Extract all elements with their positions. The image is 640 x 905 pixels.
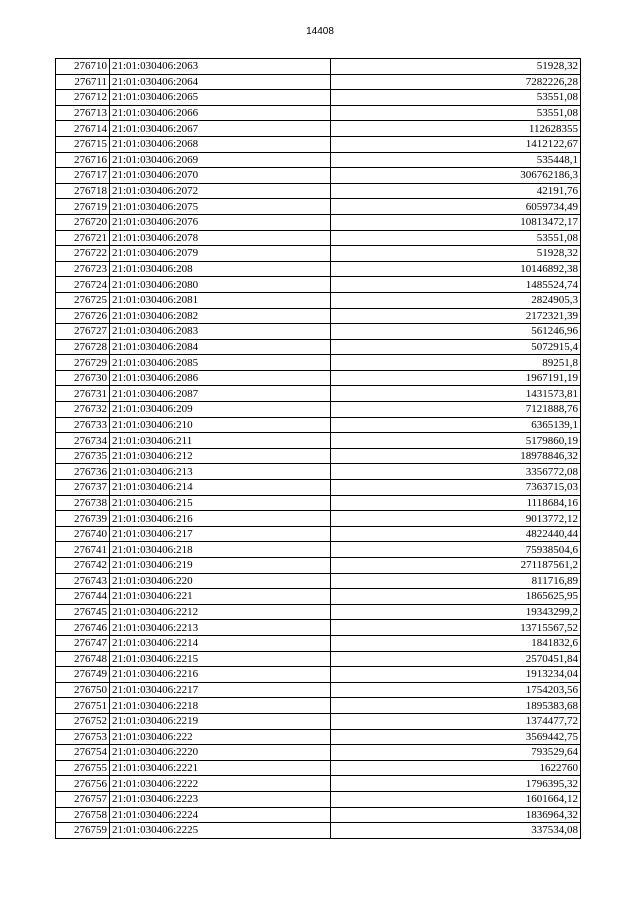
table-row <box>56 324 581 340</box>
row-number-cell: 276734 <box>56 433 110 449</box>
cadastral-number-cell: 21:01:030406:2066 <box>110 105 331 121</box>
row-number-cell: 276749 <box>56 667 110 683</box>
row-number-cell: 276738 <box>56 495 110 511</box>
table-row <box>56 745 581 761</box>
table-row <box>56 526 581 542</box>
table-row <box>56 261 581 277</box>
cadastral-value-cell: 535448,1 <box>331 152 581 168</box>
table-row <box>56 729 581 745</box>
cadastral-number-cell: 21:01:030406:2079 <box>110 246 331 262</box>
cadastral-number-cell: 21:01:030406:2215 <box>110 651 331 667</box>
row-number-cell: 276741 <box>56 542 110 558</box>
table-row <box>56 199 581 215</box>
row-number-cell: 276728 <box>56 339 110 355</box>
cadastral-number-cell: 21:01:030406:2084 <box>110 339 331 355</box>
table-row <box>56 495 581 511</box>
cadastral-number-cell: 21:01:030406:2082 <box>110 308 331 324</box>
row-number-cell: 276753 <box>56 729 110 745</box>
cadastral-value-cell: 51928,32 <box>331 246 581 262</box>
row-number-cell: 276747 <box>56 635 110 651</box>
cadastral-value-cell: 112628355 <box>331 121 581 137</box>
cadastral-value-cell: 13715567,52 <box>331 620 581 636</box>
cadastral-number-cell: 21:01:030406:2067 <box>110 121 331 137</box>
cadastral-value-cell: 1601664,12 <box>331 791 581 807</box>
table-row <box>56 339 581 355</box>
table-row <box>56 277 581 293</box>
cadastral-number-cell: 21:01:030406:2070 <box>110 168 331 184</box>
row-number-cell: 276740 <box>56 526 110 542</box>
row-number-cell: 276721 <box>56 230 110 246</box>
row-number-cell: 276731 <box>56 386 110 402</box>
table-row <box>56 698 581 714</box>
table-row <box>56 620 581 636</box>
row-number-cell: 276736 <box>56 464 110 480</box>
row-number-cell: 276750 <box>56 682 110 698</box>
cadastral-value-cell: 1796395,32 <box>331 776 581 792</box>
cadastral-value-cell: 306762186,3 <box>331 168 581 184</box>
table-row <box>56 74 581 90</box>
table-row <box>56 448 581 464</box>
cadastral-value-cell: 1913234,04 <box>331 667 581 683</box>
cadastral-number-cell: 21:01:030406:211 <box>110 433 331 449</box>
cadastral-value-cell: 2824905,3 <box>331 292 581 308</box>
row-number-cell: 276755 <box>56 760 110 776</box>
row-number-cell: 276737 <box>56 480 110 496</box>
cadastral-value-cell: 53551,08 <box>331 90 581 106</box>
cadastral-number-cell: 21:01:030406:210 <box>110 417 331 433</box>
row-number-cell: 276729 <box>56 355 110 371</box>
cadastral-number-cell: 21:01:030406:2068 <box>110 136 331 152</box>
cadastral-number-cell: 21:01:030406:2218 <box>110 698 331 714</box>
cadastral-number-cell: 21:01:030406:2219 <box>110 713 331 729</box>
table-row <box>56 417 581 433</box>
row-number-cell: 276725 <box>56 292 110 308</box>
cadastral-value-cell: 9013772,12 <box>331 511 581 527</box>
cadastral-number-cell: 21:01:030406:2078 <box>110 230 331 246</box>
cadastral-value-cell: 1412122,67 <box>331 136 581 152</box>
table-body <box>56 59 581 839</box>
cadastral-number-cell: 21:01:030406:2063 <box>110 59 331 75</box>
row-number-cell: 276712 <box>56 90 110 106</box>
table-row <box>56 90 581 106</box>
cadastral-value-cell: 271187561,2 <box>331 558 581 574</box>
cadastral-number-cell: 21:01:030406:2222 <box>110 776 331 792</box>
row-number-cell: 276716 <box>56 152 110 168</box>
table-row <box>56 667 581 683</box>
row-number-cell: 276758 <box>56 807 110 823</box>
cadastral-value-cell: 10146892,38 <box>331 261 581 277</box>
cadastral-number-cell: 21:01:030406:2224 <box>110 807 331 823</box>
row-number-cell: 276715 <box>56 136 110 152</box>
table-row <box>56 558 581 574</box>
cadastral-number-cell: 21:01:030406:2076 <box>110 214 331 230</box>
row-number-cell: 276719 <box>56 199 110 215</box>
table-row <box>56 511 581 527</box>
cadastral-value-cell: 1967191,19 <box>331 370 581 386</box>
cadastral-value-cell: 1118684,16 <box>331 495 581 511</box>
table-row <box>56 589 581 605</box>
table-row <box>56 807 581 823</box>
cadastral-number-cell: 21:01:030406:217 <box>110 526 331 542</box>
cadastral-number-cell: 21:01:030406:2221 <box>110 760 331 776</box>
table-row <box>56 308 581 324</box>
table-row <box>56 823 581 839</box>
row-number-cell: 276754 <box>56 745 110 761</box>
cadastral-value-cell: 19343299,2 <box>331 604 581 620</box>
row-number-cell: 276751 <box>56 698 110 714</box>
table-row <box>56 168 581 184</box>
cadastral-value-cell: 561246,96 <box>331 324 581 340</box>
row-number-cell: 276713 <box>56 105 110 121</box>
table-row <box>56 230 581 246</box>
table-row <box>56 760 581 776</box>
row-number-cell: 276748 <box>56 651 110 667</box>
cadastral-value-cell: 3356772,08 <box>331 464 581 480</box>
row-number-cell: 276720 <box>56 214 110 230</box>
table-row <box>56 59 581 75</box>
cadastral-value-cell: 793529,64 <box>331 745 581 761</box>
row-number-cell: 276724 <box>56 277 110 293</box>
table-row <box>56 355 581 371</box>
cadastral-value-cell: 1865625,95 <box>331 589 581 605</box>
table-row <box>56 386 581 402</box>
cadastral-value-cell: 10813472,17 <box>331 214 581 230</box>
cadastral-value-cell: 5072915,4 <box>331 339 581 355</box>
table-row <box>56 402 581 418</box>
row-number-cell: 276723 <box>56 261 110 277</box>
table-row <box>56 136 581 152</box>
row-number-cell: 276745 <box>56 604 110 620</box>
row-number-cell: 276726 <box>56 308 110 324</box>
cadastral-number-cell: 21:01:030406:208 <box>110 261 331 277</box>
cadastral-number-cell: 21:01:030406:2217 <box>110 682 331 698</box>
cadastral-number-cell: 21:01:030406:2083 <box>110 324 331 340</box>
row-number-cell: 276743 <box>56 573 110 589</box>
cadastral-value-cell: 7121888,76 <box>331 402 581 418</box>
cadastral-number-cell: 21:01:030406:2080 <box>110 277 331 293</box>
table-row <box>56 464 581 480</box>
row-number-cell: 276746 <box>56 620 110 636</box>
table-row <box>56 791 581 807</box>
cadastral-value-cell: 3569442,75 <box>331 729 581 745</box>
cadastral-number-cell: 21:01:030406:2069 <box>110 152 331 168</box>
cadastral-number-cell: 21:01:030406:209 <box>110 402 331 418</box>
table-row <box>56 542 581 558</box>
row-number-cell: 276717 <box>56 168 110 184</box>
row-number-cell: 276757 <box>56 791 110 807</box>
row-number-cell: 276735 <box>56 448 110 464</box>
cadastral-value-cell: 4822440,44 <box>331 526 581 542</box>
table-row <box>56 292 581 308</box>
cadastral-value-cell: 1485524,74 <box>331 277 581 293</box>
cadastral-value-cell: 5179860,19 <box>331 433 581 449</box>
cadastral-value-cell: 1836964,32 <box>331 807 581 823</box>
table-row <box>56 433 581 449</box>
row-number-cell: 276759 <box>56 823 110 839</box>
cadastral-number-cell: 21:01:030406:216 <box>110 511 331 527</box>
cadastral-number-cell: 21:01:030406:215 <box>110 495 331 511</box>
cadastral-value-cell: 7363715,03 <box>331 480 581 496</box>
cadastral-value-table <box>55 58 581 839</box>
cadastral-number-cell: 21:01:030406:2075 <box>110 199 331 215</box>
table-row <box>56 604 581 620</box>
cadastral-number-cell: 21:01:030406:214 <box>110 480 331 496</box>
table-row <box>56 152 581 168</box>
table-row <box>56 370 581 386</box>
cadastral-value-cell: 337534,08 <box>331 823 581 839</box>
cadastral-value-cell: 1754203,56 <box>331 682 581 698</box>
row-number-cell: 276733 <box>56 417 110 433</box>
cadastral-number-cell: 21:01:030406:220 <box>110 573 331 589</box>
row-number-cell: 276752 <box>56 713 110 729</box>
row-number-cell: 276718 <box>56 183 110 199</box>
cadastral-value-cell: 1622760 <box>331 760 581 776</box>
table-row <box>56 183 581 199</box>
cadastral-number-cell: 21:01:030406:221 <box>110 589 331 605</box>
cadastral-value-cell: 811716,89 <box>331 573 581 589</box>
cadastral-value-cell: 6365139,1 <box>331 417 581 433</box>
cadastral-number-cell: 21:01:030406:2216 <box>110 667 331 683</box>
cadastral-value-cell: 2172321,39 <box>331 308 581 324</box>
cadastral-value-cell: 89251,8 <box>331 355 581 371</box>
table-row <box>56 214 581 230</box>
page-number: 14408 <box>306 26 334 37</box>
cadastral-number-cell: 21:01:030406:222 <box>110 729 331 745</box>
cadastral-number-cell: 21:01:030406:2086 <box>110 370 331 386</box>
cadastral-value-cell: 51928,32 <box>331 59 581 75</box>
cadastral-value-cell: 1431573,81 <box>331 386 581 402</box>
cadastral-value-cell: 1374477,72 <box>331 713 581 729</box>
row-number-cell: 276756 <box>56 776 110 792</box>
table-row <box>56 776 581 792</box>
cadastral-value-cell: 75938504,6 <box>331 542 581 558</box>
table-row <box>56 713 581 729</box>
row-number-cell: 276739 <box>56 511 110 527</box>
row-number-cell: 276744 <box>56 589 110 605</box>
cadastral-value-cell: 2570451,84 <box>331 651 581 667</box>
row-number-cell: 276727 <box>56 324 110 340</box>
row-number-cell: 276730 <box>56 370 110 386</box>
row-number-cell: 276711 <box>56 74 110 90</box>
row-number-cell: 276722 <box>56 246 110 262</box>
table-row <box>56 573 581 589</box>
cadastral-number-cell: 21:01:030406:2223 <box>110 791 331 807</box>
cadastral-number-cell: 21:01:030406:218 <box>110 542 331 558</box>
cadastral-number-cell: 21:01:030406:2220 <box>110 745 331 761</box>
cadastral-number-cell: 21:01:030406:212 <box>110 448 331 464</box>
cadastral-number-cell: 21:01:030406:2072 <box>110 183 331 199</box>
cadastral-number-cell: 21:01:030406:213 <box>110 464 331 480</box>
cadastral-number-cell: 21:01:030406:2214 <box>110 635 331 651</box>
cadastral-number-cell: 21:01:030406:2085 <box>110 355 331 371</box>
cadastral-number-cell: 21:01:030406:2081 <box>110 292 331 308</box>
cadastral-value-cell: 18978846,32 <box>331 448 581 464</box>
table-row <box>56 480 581 496</box>
cadastral-value-cell: 1841832,6 <box>331 635 581 651</box>
cadastral-number-cell: 21:01:030406:2212 <box>110 604 331 620</box>
cadastral-value-cell: 1895383,68 <box>331 698 581 714</box>
table-row <box>56 246 581 262</box>
cadastral-number-cell: 21:01:030406:2213 <box>110 620 331 636</box>
cadastral-value-cell: 7282226,28 <box>331 74 581 90</box>
table-row <box>56 651 581 667</box>
cadastral-value-cell: 53551,08 <box>331 105 581 121</box>
cadastral-number-cell: 21:01:030406:2225 <box>110 823 331 839</box>
cadastral-number-cell: 21:01:030406:2064 <box>110 74 331 90</box>
row-number-cell: 276710 <box>56 59 110 75</box>
cadastral-number-cell: 21:01:030406:219 <box>110 558 331 574</box>
row-number-cell: 276714 <box>56 121 110 137</box>
cadastral-number-cell: 21:01:030406:2087 <box>110 386 331 402</box>
row-number-cell: 276732 <box>56 402 110 418</box>
cadastral-value-cell: 42191,76 <box>331 183 581 199</box>
row-number-cell: 276742 <box>56 558 110 574</box>
table-row <box>56 105 581 121</box>
table-row <box>56 635 581 651</box>
cadastral-value-cell: 6059734,49 <box>331 199 581 215</box>
table-row <box>56 121 581 137</box>
cadastral-number-cell: 21:01:030406:2065 <box>110 90 331 106</box>
table-row <box>56 682 581 698</box>
cadastral-value-cell: 53551,08 <box>331 230 581 246</box>
